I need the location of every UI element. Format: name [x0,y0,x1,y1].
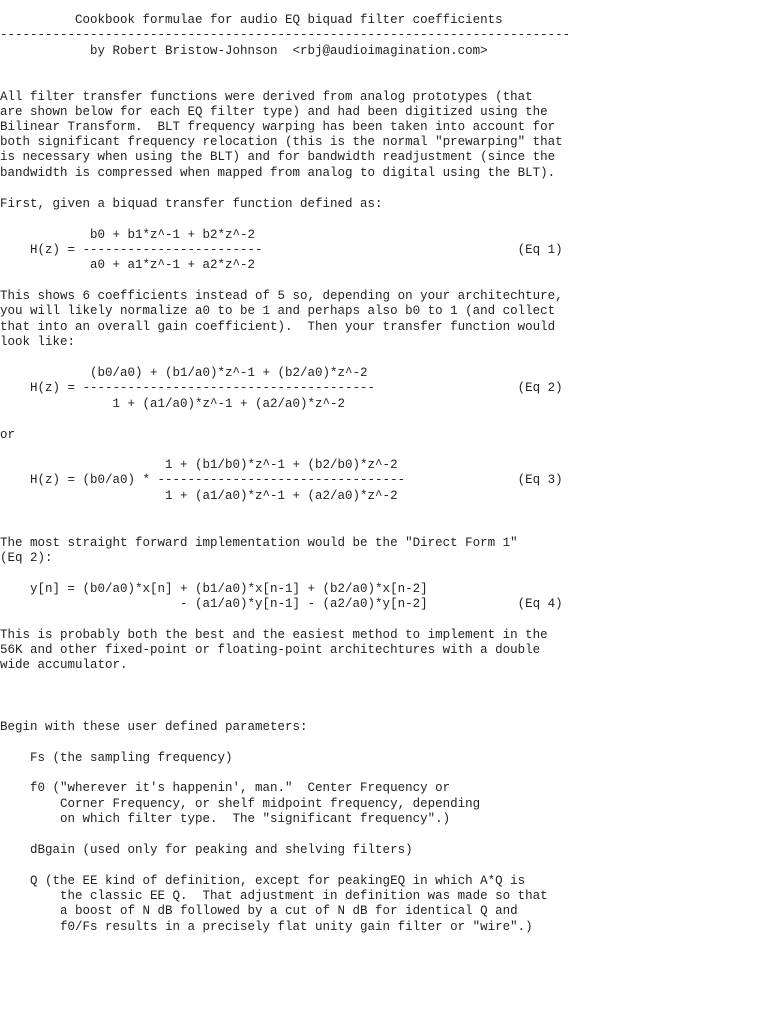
intro-line: Bilinear Transform. BLT frequency warping has been taken into account for [0,120,556,134]
intro-line: bandwidth is compressed when mapped from analog to digital using the BLT). [0,166,556,180]
eq2-denominator: 1 + (a1/a0)*z^-1 + (a2/a0)*z^-2 [0,397,346,411]
implementation-line: This is probably both the best and the easiest method to implement in the [0,628,548,642]
param-fs: Fs (the sampling frequency) [0,751,233,765]
biquad-intro-line: First, given a biquad transfer function defined as: [0,197,383,211]
implementation-line: 56K and other fixed-point or floating-point architechtures with a double [0,643,541,657]
author-line: by Robert Bristow-Johnson <rbj@audioimagination.com> [0,44,488,58]
normalize-line: that into an overall gain coefficient). Then your transfer function would [0,320,556,334]
intro-line: both significant frequency relocation (this is the normal "prewarping" that [0,135,563,149]
eq1-numerator: b0 + b1*z^-1 + b2*z^-2 [0,228,256,242]
eq1-denominator: a0 + a1*z^-1 + a2*z^-2 [0,258,256,272]
direct-form-line: (Eq 2): [0,551,53,565]
title-rule: ---------------------------------------------------------------------------- [0,28,571,42]
implementation-line: wide accumulator. [0,658,128,672]
or-line: or [0,428,16,442]
eq3-denominator: 1 + (a1/a0)*z^-1 + (a2/a0)*z^-2 [0,489,398,503]
eq4-line: - (a1/a0)*y[n-1] - (a2/a0)*y[n-2] (Eq 4) [0,597,563,611]
normalize-line: you will likely normalize a0 to be 1 and perhaps also b0 to 1 (and collect [0,304,556,318]
direct-form-line: The most straight forward implementation would be the "Direct Form 1" [0,536,518,550]
intro-line: are shown below for each EQ filter type) and had been digitized using the [0,105,548,119]
normalize-line: look like: [0,335,76,349]
param-f0: f0 ("wherever it's happenin', man." Center Frequency or [0,781,451,795]
param-dbgain: dBgain (used only for peaking and shelving filters) [0,843,413,857]
eq2-fraction: H(z) = --------------------------------------- (Eq 2) [0,381,563,395]
eq3-numerator: 1 + (b1/b0)*z^-1 + (b2/b0)*z^-2 [0,458,398,472]
eq1-fraction: H(z) = ------------------------ (Eq 1) [0,243,563,257]
eq4-line: y[n] = (b0/a0)*x[n] + (b1/a0)*x[n-1] + (b2/a0)*x[n-2] [0,582,428,596]
intro-line: is necessary when using the BLT) and for bandwidth readjustment (since the [0,150,556,164]
param-q: the classic EE Q. That adjustment in definition was made so that [0,889,548,903]
intro-line: All filter transfer functions were derived from analog prototypes (that [0,90,533,104]
parameters-heading: Begin with these user defined parameters: [0,720,308,734]
param-q: Q (the EE kind of definition, except for peakingEQ in which A*Q is [0,874,526,888]
eq3-fraction: H(z) = (b0/a0) * --------------------------------- (Eq 3) [0,473,563,487]
param-f0: Corner Frequency, or shelf midpoint frequency, depending [0,797,481,811]
param-q: f0/Fs results in a precisely flat unity gain filter or "wire".) [0,920,533,934]
normalize-line: This shows 6 coefficients instead of 5 so, depending on your architechture, [0,289,563,303]
param-q: a boost of N dB followed by a cut of N dB for identical Q and [0,904,518,918]
eq2-numerator: (b0/a0) + (b1/a0)*z^-1 + (b2/a0)*z^-2 [0,366,368,380]
param-f0: on which filter type. The "significant frequency".) [0,812,451,826]
document-title: Cookbook formulae for audio EQ biquad filter coefficients [0,13,503,27]
